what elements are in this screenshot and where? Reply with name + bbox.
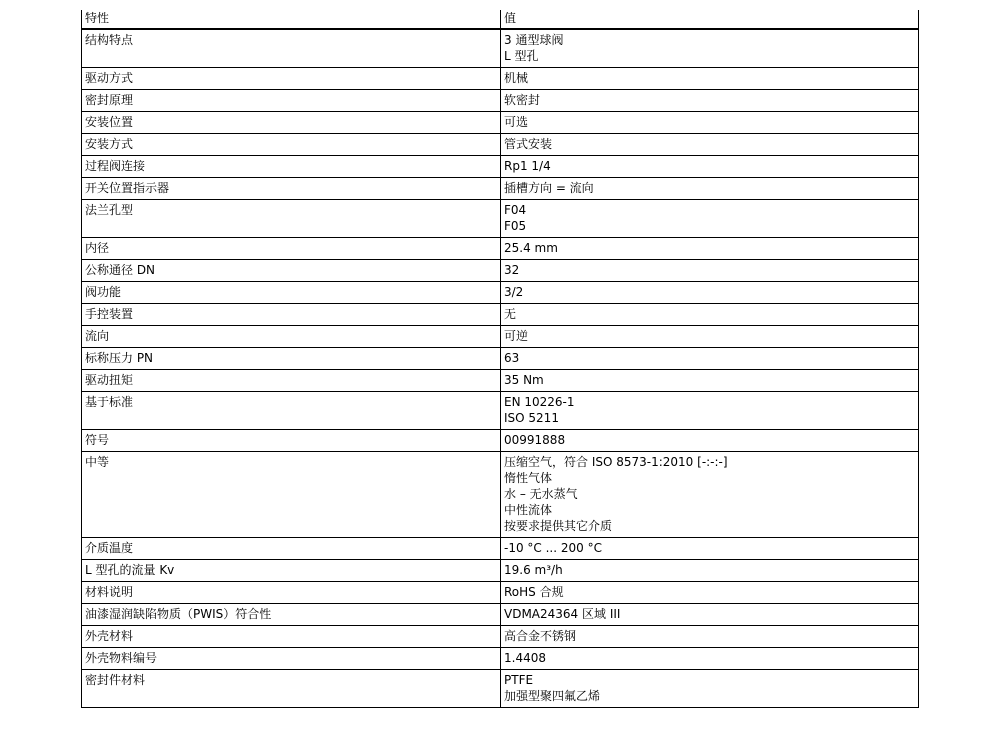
table-row (82, 326, 919, 348)
property-cell: 开关位置指示器 (82, 178, 501, 200)
table-row (82, 670, 919, 708)
value-line: VDMA24364 区域 III (504, 607, 621, 621)
table-row (82, 648, 919, 670)
value-cell (501, 200, 919, 238)
value-line: 加强型聚四氟乙烯 (504, 689, 601, 703)
table-row (82, 200, 919, 238)
value-line: 3 通型球阀 (504, 33, 564, 47)
table-row (82, 68, 919, 90)
property-cell: 安装方式 (82, 134, 501, 156)
property-cell: 油漆湿润缺陷物质（PWIS）符合性 (82, 604, 501, 626)
value-line: 可选 (504, 115, 529, 129)
value-line: 软密封 (504, 93, 541, 107)
table-row (82, 604, 919, 626)
property-cell: 基于标准 (82, 392, 501, 430)
table-row (82, 430, 919, 452)
value-line: 19.6 m³/h (504, 563, 563, 577)
value-cell (501, 134, 919, 156)
value-line: 3/2 (504, 285, 524, 299)
table-row (82, 538, 919, 560)
value-line: 63 (504, 351, 520, 365)
table-row (82, 392, 919, 430)
value-line: 水 – 无水蒸气 (504, 487, 578, 501)
spec-table (81, 10, 919, 708)
value-cell (501, 238, 919, 260)
value-line: 25.4 mm (504, 241, 558, 255)
value-cell (501, 282, 919, 304)
property-cell: 密封件材料 (82, 670, 501, 708)
value-cell (501, 304, 919, 326)
value-line: Rp1 1/4 (504, 159, 551, 173)
property-cell: 阀功能 (82, 282, 501, 304)
value-line: 00991888 (504, 433, 566, 447)
value-cell (501, 452, 919, 538)
value-line: 中性流体 (504, 503, 553, 517)
property-cell: 中等 (82, 452, 501, 538)
value-cell (501, 392, 919, 430)
value-line: PTFE (504, 673, 534, 687)
table-body (82, 29, 919, 708)
property-cell: 外壳物料编号 (82, 648, 501, 670)
table-header-row (82, 10, 919, 29)
value-cell (501, 560, 919, 582)
table-row (82, 260, 919, 282)
property-cell: 过程阀连接 (82, 156, 501, 178)
value-line: 机械 (504, 71, 529, 85)
value-line: 32 (504, 263, 520, 277)
value-line: 可逆 (504, 329, 529, 343)
value-cell (501, 90, 919, 112)
value-line: EN 10226-1 (504, 395, 575, 409)
value-cell (501, 370, 919, 392)
property-cell: 材料说明 (82, 582, 501, 604)
table-row (82, 282, 919, 304)
value-cell (501, 29, 919, 68)
property-cell: 手控装置 (82, 304, 501, 326)
value-cell (501, 604, 919, 626)
table-row (82, 452, 919, 538)
value-cell (501, 538, 919, 560)
table-row (82, 560, 919, 582)
header-value: 值 (501, 10, 919, 29)
header-property: 特性 (82, 10, 501, 29)
property-cell: 密封原理 (82, 90, 501, 112)
table-row (82, 90, 919, 112)
property-cell: 标称压力 PN (82, 348, 501, 370)
value-line: F04 (504, 203, 527, 217)
property-cell: 介质温度 (82, 538, 501, 560)
value-line: 1.4408 (504, 651, 546, 665)
value-line: -10 °C ... 200 °C (504, 541, 602, 555)
property-cell: 流向 (82, 326, 501, 348)
value-line: 35 Nm (504, 373, 544, 387)
value-line: 高合金不锈钢 (504, 629, 577, 643)
table-row (82, 178, 919, 200)
value-cell (501, 648, 919, 670)
table-row (82, 238, 919, 260)
property-cell: 符号 (82, 430, 501, 452)
value-line: ISO 5211 (504, 411, 559, 425)
value-line: 无 (504, 307, 517, 321)
value-cell (501, 348, 919, 370)
property-cell: 公称通径 DN (82, 260, 501, 282)
property-cell: 驱动方式 (82, 68, 501, 90)
table-row (82, 134, 919, 156)
value-line: F05 (504, 219, 527, 233)
value-cell (501, 156, 919, 178)
property-cell: 外壳材料 (82, 626, 501, 648)
value-line: 管式安装 (504, 137, 553, 151)
table-row (82, 626, 919, 648)
value-cell (501, 326, 919, 348)
value-cell (501, 430, 919, 452)
value-line: 按要求提供其它介质 (504, 519, 613, 533)
table-row (82, 370, 919, 392)
value-cell (501, 582, 919, 604)
value-line: 压缩空气，符合 ISO 8573-1:2010 [-:-:-] (504, 455, 728, 469)
property-cell: 内径 (82, 238, 501, 260)
property-cell: 安装位置 (82, 112, 501, 134)
value-cell (501, 178, 919, 200)
table-row (82, 304, 919, 326)
value-line: 惰性气体 (504, 471, 553, 485)
property-cell: 驱动扭矩 (82, 370, 501, 392)
property-cell: 法兰孔型 (82, 200, 501, 238)
value-cell (501, 112, 919, 134)
value-cell (501, 670, 919, 708)
value-cell (501, 260, 919, 282)
property-cell: L 型孔的流量 Kv (82, 560, 501, 582)
table-row (82, 348, 919, 370)
table-row (82, 29, 919, 68)
table-row (82, 156, 919, 178)
table-row (82, 582, 919, 604)
value-line: L 型孔 (504, 49, 539, 63)
value-line: 插槽方向 = 流向 (504, 181, 594, 195)
property-cell: 结构特点 (82, 29, 501, 68)
table-row (82, 112, 919, 134)
value-line: RoHS 合规 (504, 585, 564, 599)
value-cell (501, 626, 919, 648)
value-cell (501, 68, 919, 90)
